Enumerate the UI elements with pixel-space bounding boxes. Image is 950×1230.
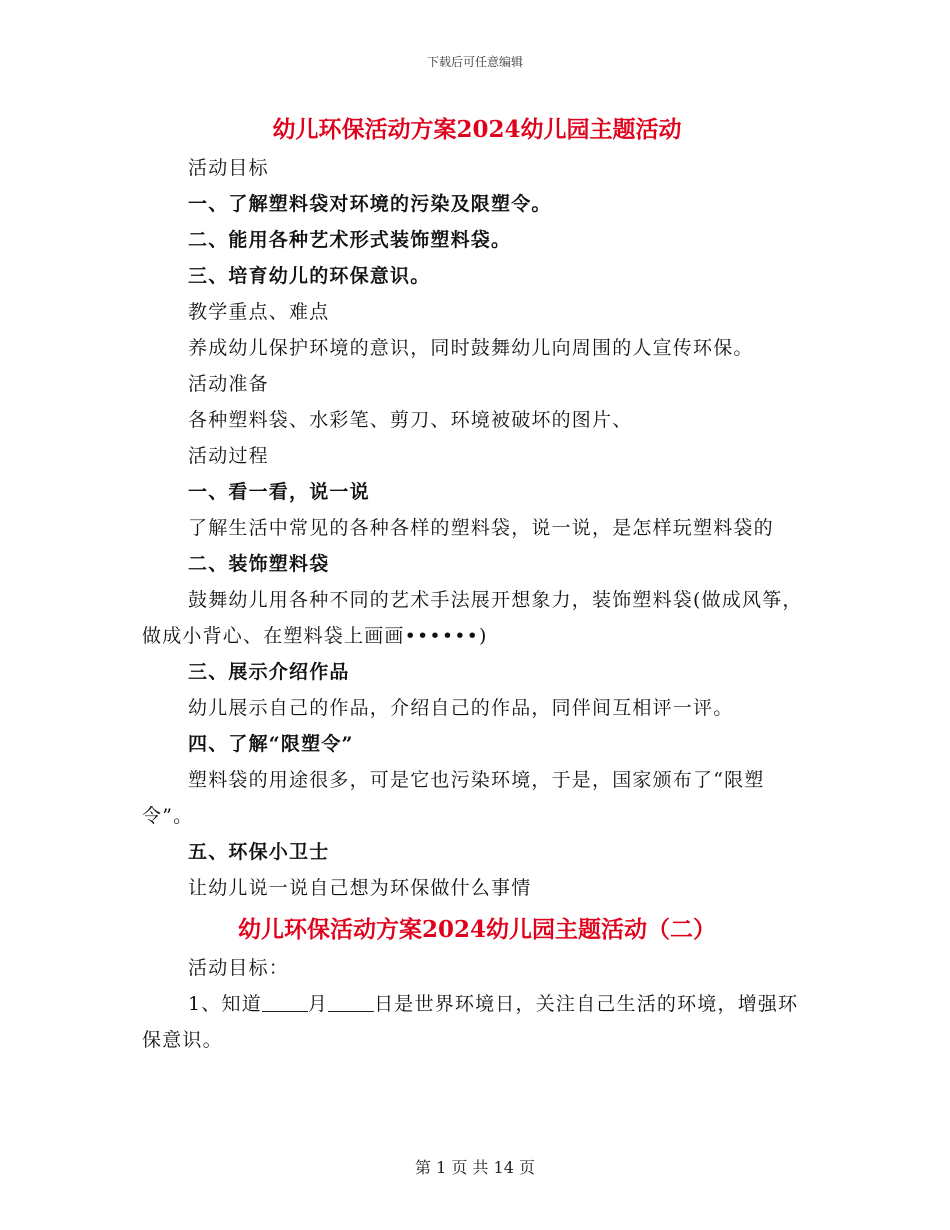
paragraph: 了解生活中常见的各种各样的塑料袋，说一说，是怎样玩塑料袋的 [188, 517, 774, 539]
paragraph: 鼓舞幼儿用各种不同的艺术手法展开想象力，装饰塑料袋(做成风筝，做成小背心、在塑料袋上画画••••••) [142, 589, 803, 647]
goal-item-1 [142, 986, 812, 1058]
paragraph: 活动过程 [188, 445, 269, 467]
document-title-2: 幼儿环保活动方案2024幼儿园主题活动（二） [237, 916, 716, 943]
section-heading: 五、环保小卫士 [188, 841, 330, 863]
document-title: 幼儿环保活动方案2024幼儿园主题活动 [272, 116, 682, 143]
paragraph: 幼儿展示自己的作品，介绍自己的作品，同伴间互相评一评。 [188, 697, 734, 719]
section-heading: 二、能用各种艺术形式装饰塑料袋。 [188, 229, 512, 251]
goal-item-1-prefix: 1、知道 [188, 993, 262, 1015]
blank-line [262, 993, 308, 1012]
paragraph: 教学重点、难点 [188, 301, 330, 323]
goal-item-1-mid: 月 [307, 993, 329, 1015]
page-footer: 第 1 页 共 14 页 [415, 1158, 535, 1177]
paragraph: 活动目标 [188, 157, 269, 179]
paragraph: 活动准备 [188, 373, 269, 395]
paragraph: 让幼儿说一说自己想为环保做什么事情 [188, 877, 532, 899]
paragraph: 养成幼儿保护环境的意识，同时鼓舞幼儿向周围的人宣传环保。 [188, 337, 754, 359]
section-heading: 二、装饰塑料袋 [188, 553, 330, 575]
section-1 [142, 150, 812, 906]
blank-line [328, 993, 374, 1012]
section-heading: 一、看一看，说一说 [188, 481, 370, 503]
section-heading: 三、展示介绍作品 [188, 661, 350, 683]
header-note: 下载后可任意编辑 [426, 55, 523, 69]
section-heading: 四、了解“限塑令” [188, 733, 354, 755]
paragraph: 塑料袋的用途很多，可是它也污染环境，于是，国家颁布了“限塑令”。 [142, 769, 765, 827]
paragraph: 各种塑料袋、水彩笔、剪刀、环境被破坏的图片、 [188, 409, 633, 431]
document-body [142, 110, 812, 1058]
section-heading: 一、了解塑料袋对环境的污染及限塑令。 [188, 193, 552, 215]
goal-label-2: 活动目标： [188, 957, 290, 979]
goal-item-1-suffix: 日是世界环境日，关注自己生活的环境，增强环保意识。 [142, 993, 799, 1051]
section-heading: 三、培育幼儿的环保意识。 [188, 265, 431, 287]
